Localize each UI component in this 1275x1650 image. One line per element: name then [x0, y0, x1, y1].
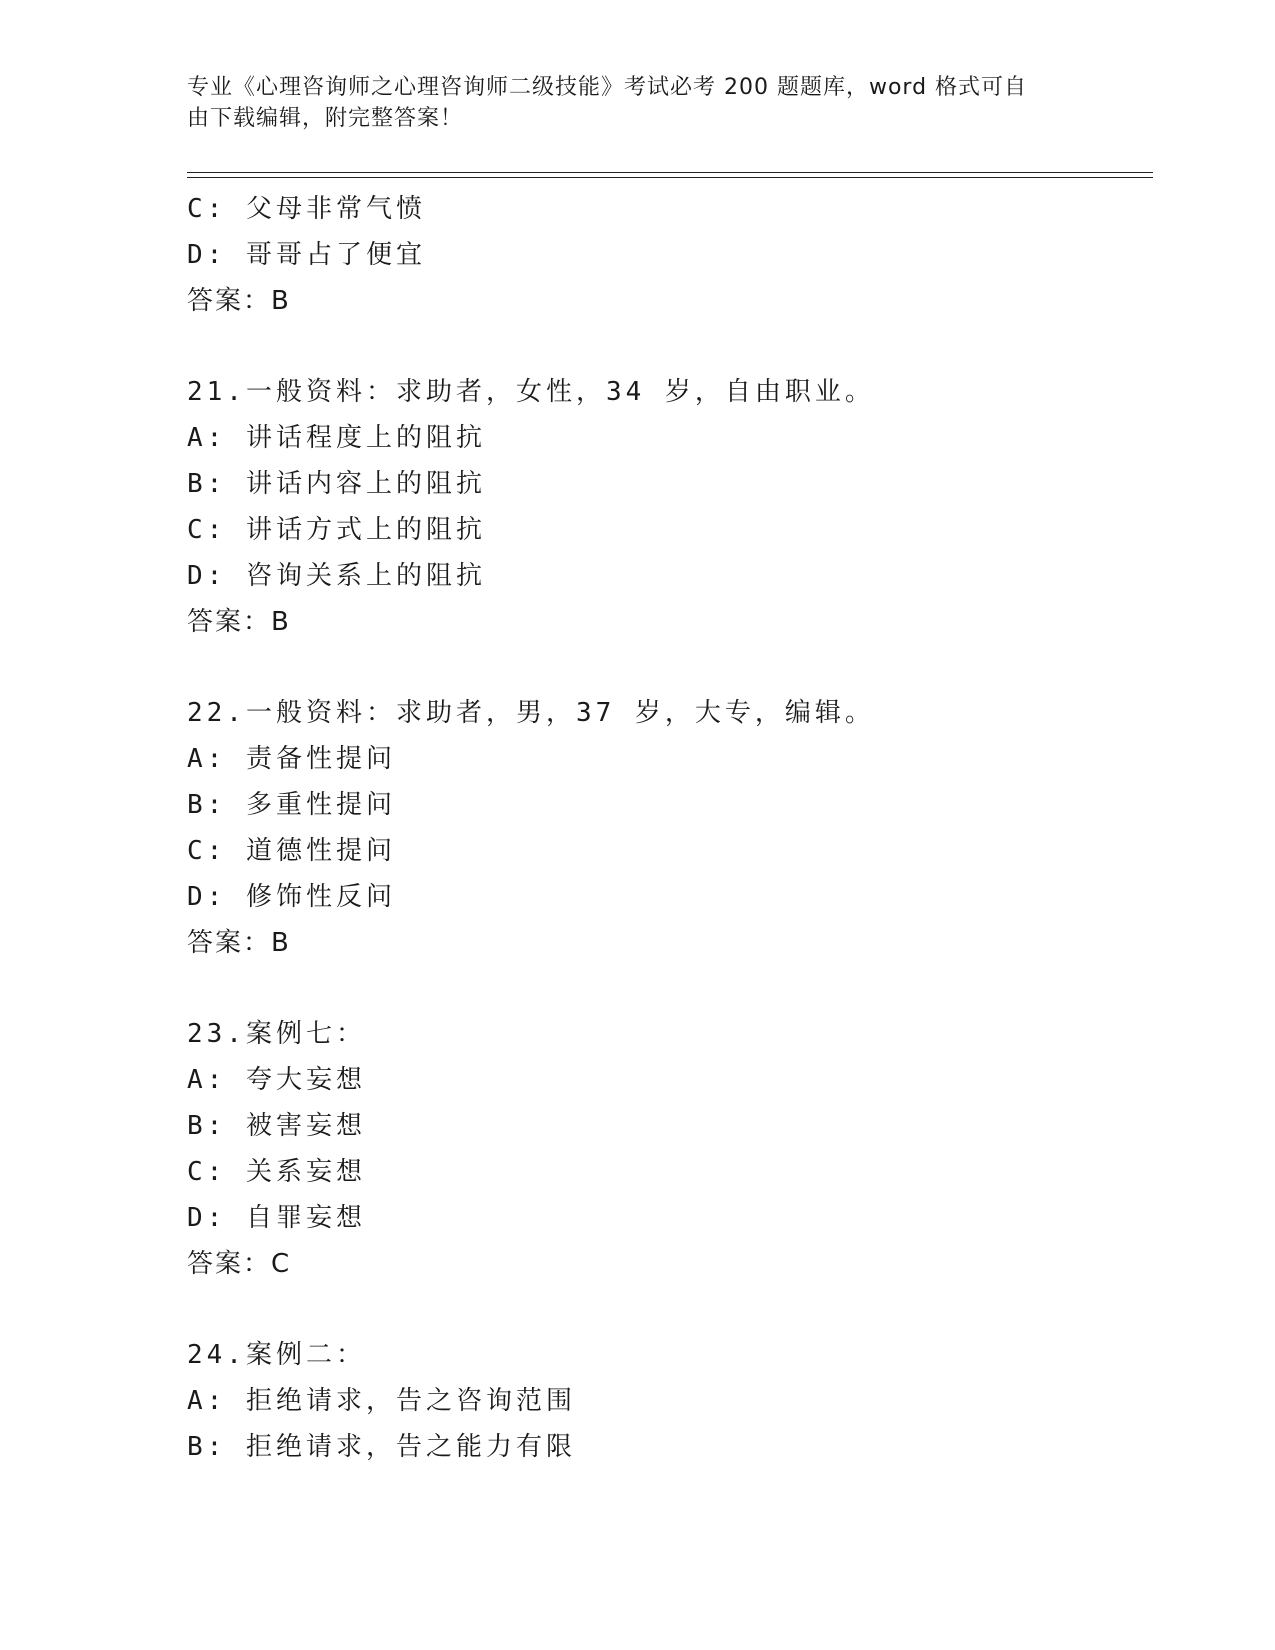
answer-line: 答案：C — [187, 1249, 292, 1279]
option-d: D: 咨询关系上的阻抗 — [187, 561, 486, 591]
header-divider-bottom — [187, 177, 1153, 178]
document-header — [187, 72, 1067, 134]
option-b: B: 多重性提问 — [187, 790, 396, 820]
option-a: A: 夸大妄想 — [187, 1065, 366, 1095]
header-line-2: 由下载编辑，附完整答案！ — [187, 106, 464, 131]
option-c: C: 关系妄想 — [187, 1157, 366, 1187]
option-d: D: 自罪妄想 — [187, 1203, 366, 1233]
question-22 — [187, 690, 1153, 966]
option-b: B: 拒绝请求，告之能力有限 — [187, 1432, 576, 1462]
option-a: A: 拒绝请求，告之咨询范围 — [187, 1386, 576, 1416]
header-divider-top — [187, 172, 1153, 173]
option-a: A: 责备性提问 — [187, 744, 396, 774]
answer-line: 答案：B — [187, 607, 291, 637]
partial-question — [187, 186, 1153, 324]
option-c: C: 讲话方式上的阻抗 — [187, 515, 486, 545]
question-stem: 22.一般资料：求助者，男，37 岁，大专，编辑。 — [187, 698, 875, 728]
question-21 — [187, 369, 1153, 645]
answer-line: 答案：B — [187, 286, 291, 316]
option-c: C: 父母非常气愤 — [187, 194, 426, 224]
option-b: B: 讲话内容上的阻抗 — [187, 469, 486, 499]
question-list — [187, 186, 1153, 1470]
answer-line: 答案：B — [187, 928, 291, 958]
option-d: D: 修饰性反问 — [187, 882, 396, 912]
question-stem: 23.案例七： — [187, 1019, 366, 1049]
option-d: D: 哥哥占了便宜 — [187, 240, 426, 270]
question-stem: 24.案例二： — [187, 1340, 366, 1370]
option-c: C: 道德性提问 — [187, 836, 396, 866]
option-a: A: 讲话程度上的阻抗 — [187, 423, 486, 453]
question-23 — [187, 1011, 1153, 1287]
header-line-1: 专业《心理咨询师之心理咨询师二级技能》考试必考 200 题题库，word 格式可自 — [187, 75, 1028, 100]
question-24 — [187, 1332, 1153, 1470]
question-stem: 21.一般资料：求助者，女性，34 岁，自由职业。 — [187, 377, 875, 407]
option-b: B: 被害妄想 — [187, 1111, 366, 1141]
